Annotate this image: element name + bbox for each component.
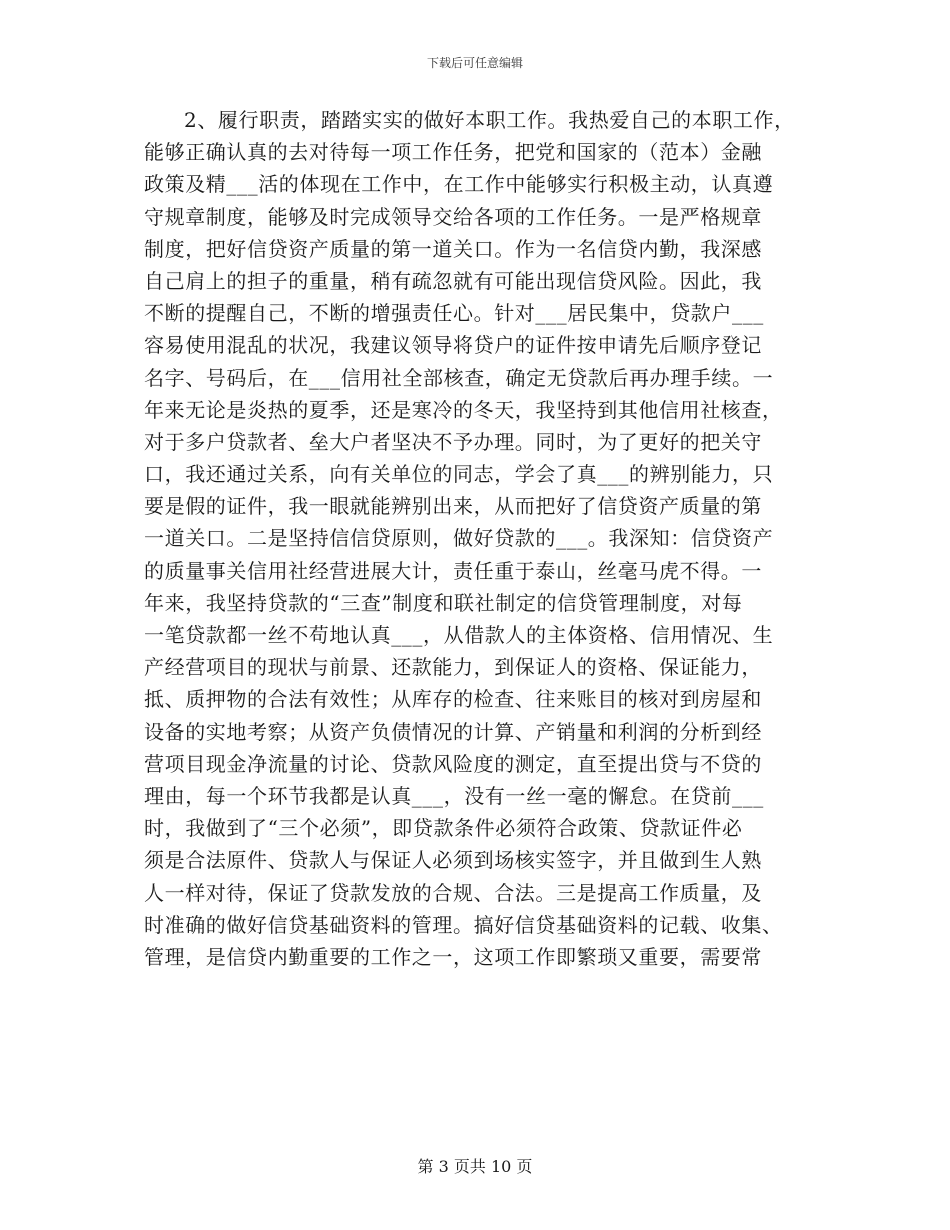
text-line: 口，我还通过关系，向有关单位的同志，学会了真___的辨别能力，只 [144,462,774,487]
text-line: 名字、号码后，在___信用社全部核查，确定无贷款后再办理手续。一 [144,365,774,390]
page-header: 下载后可任意编辑 [426,56,523,70]
text-line: 容易使用混乱的状况，我建议领导将贷户的证件按申请先后顺序登记 [144,333,762,358]
text-line: 一道关口。二是坚持信信贷原则，做好贷款的___。我深知：信贷资产 [144,526,774,551]
text-line: 时准确的做好信贷基础资料的管理。搞好信贷基础资料的记载、收集、 [144,912,783,937]
page-footer: 第 3 页共 10 页 [417,1157,533,1176]
text-line: 要是假的证件，我一眼就能辨别出来，从而把好了信贷资产质量的第 [144,494,762,519]
text-line: 制度，把好信贷资产质量的第一道关口。作为一名信贷内勤，我深感 [144,236,762,261]
text-line: 对于多户贷款者、垒大户者坚决不予办理。同时，为了更好的把关守 [144,429,762,454]
text-line: 抵、质押物的合法有效性；从库存的检查、往来账目的核对到房屋和 [144,687,762,712]
text-line: 自己肩上的担子的重量，稍有疏忽就有可能出现信贷风险。因此，我 [144,268,762,293]
text-line: 须是合法原件、贷款人与保证人必须到场核实签字，并且做到生人熟 [144,848,762,873]
text-line: 一笔贷款都一丝不苟地认真___，从借款人的主体资格、信用情况、生 [144,623,774,647]
text-line: 产经营项目的现状与前景、还款能力，到保证人的资格、保证能力， [144,655,762,680]
text-line: 不断的提醒自己，不断的增强责任心。针对___居民集中，贷款户___ [144,301,764,326]
text-line: 政策及精___活的体现在工作中，在工作中能够实行积极主动，认真遵 [144,172,774,197]
body-text [144,104,804,973]
text-line: 守规章制度，能够及时完成领导交给各项的工作任务。一是严格规章 [144,204,762,229]
text-line: 的质量事关信用社经营进展大计，责任重于泰山，丝毫马虎不得。一 [144,558,762,583]
text-line: 时，我做到了“三个必须”，即贷款条件必须符合政策、贷款证件必 [144,816,743,841]
text-line: 年来，我坚持贷款的“三查”制度和联社制定的信贷管理制度，对每 [144,590,743,615]
text-line: 2、履行职责，踏踏实实的做好本职工作。我热爱自己的本职工作， [184,108,795,132]
text-line: 年来无论是炎热的夏季，还是寒冷的冬天，我坚持到其他信用社核查， [144,397,783,422]
text-line: 能够正确认真的去对待每一项工作任务，把党和国家的（范本）金融 [144,140,762,165]
text-line: 营项目现金净流量的讨论、贷款风险度的测定，直至提出贷与不贷的 [144,751,762,776]
text-line: 人一样对待，保证了贷款发放的合规、合法。三是提高工作质量，及 [144,880,762,905]
text-line: 理由，每一个环节我都是认真___，没有一丝一毫的懈怠。在贷前___ [144,783,764,808]
text-line: 设备的实地考察；从资产负债情况的计算、产销量和利润的分析到经 [144,719,762,744]
text-line: 管理，是信贷内勤重要的工作之一，这项工作即繁琐又重要，需要常 [144,944,762,969]
